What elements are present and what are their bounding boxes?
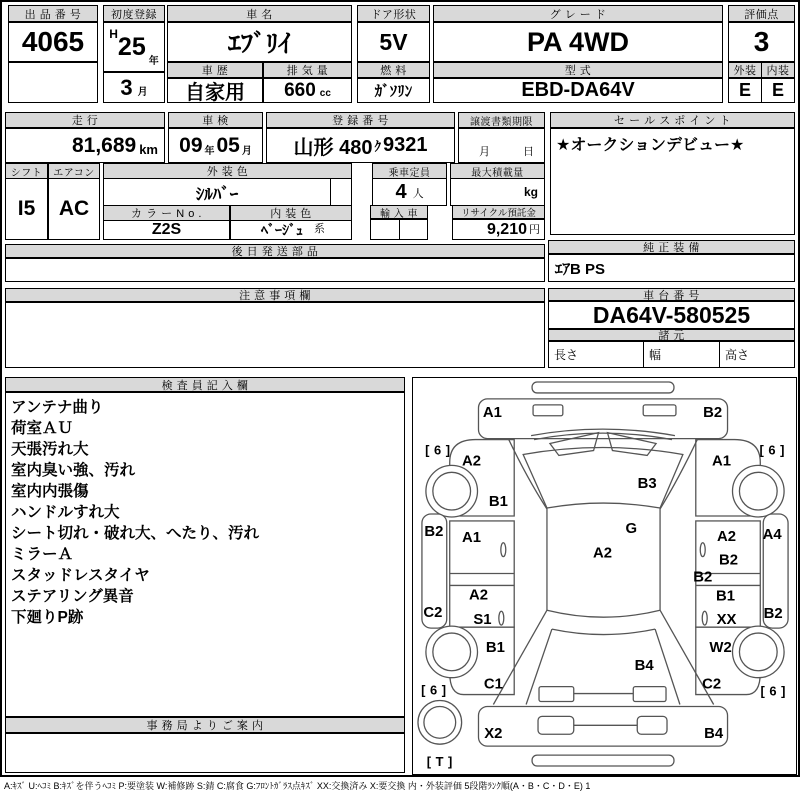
history-value: 自家用 [167, 78, 263, 103]
exterior-grade-value: E [728, 78, 762, 103]
equipment-value: ｴｱB PS [548, 254, 795, 282]
damage-mark: G [625, 520, 637, 537]
damage-mark: A2 [468, 586, 488, 603]
parts-box [5, 258, 545, 282]
note-line: ステアリング異音 [11, 588, 134, 605]
damage-mark: A4 [762, 526, 782, 543]
color-no-value: Z2S [103, 220, 230, 240]
parts-header: 後 日 発 送 部 品 [5, 244, 545, 258]
damage-mark: A1 [482, 404, 502, 421]
exterior-grade-header: 外装 [728, 62, 762, 78]
mileage-value [5, 128, 165, 163]
exterior-color-value: ｼﾙﾊﾞｰ [103, 178, 331, 206]
door-shape-header: ドア形状 [357, 5, 430, 22]
import-header: 輸 入 車 [370, 205, 428, 219]
damage-mark: B4 [703, 725, 723, 742]
recycle-header: リサイクル預託金 [452, 205, 545, 219]
inspection-value [168, 128, 263, 163]
mileage-header: 走 行 [5, 112, 165, 128]
damage-mark: X2 [483, 725, 502, 742]
interior-grade-value: E [761, 78, 795, 103]
color-no-header: カ ラ ー N o . [103, 205, 230, 221]
auction-no-empty-cell [8, 62, 98, 103]
interior-color-name: ﾍﾞｰｼﾞｭ [261, 222, 303, 238]
car-name-value: ｴﾌﾞﾘｲ [167, 22, 352, 62]
legend-line: A:ｷｽﾞ U:ﾍｺﾐ B:ｷｽﾞを伴うﾍｺﾐ P:要塗装 W:補修跡 S:錆 C:腐食 G:ﾌﾛﾝﾄｶﾞﾗｽ点ｷｽﾞ XX:交換済み X:要交換 内・外装評価 5段階ﾗﾝｸ順(A・B・C・D・E) 1 [4, 781, 591, 791]
first-reg-header: 初度登録 [103, 5, 165, 22]
reg-area: 山形 480 [293, 137, 373, 159]
damage-mark: B2 [763, 605, 783, 622]
reg-kana: ｸ [374, 139, 381, 154]
damage-mark: C2 [701, 676, 721, 693]
office-box [5, 733, 405, 773]
inspection-month-unit: 月 [241, 146, 252, 157]
notice-header: 注 意 事 項 欄 [5, 288, 545, 302]
damage-mark: [ 6 ] [424, 441, 451, 457]
aircon-header: エアコン [48, 163, 100, 179]
fuel-value: ｶﾞｿﾘﾝ [357, 78, 430, 103]
damage-mark: C2 [422, 604, 442, 621]
sales-point-text: ★オークションデビュー★ [556, 137, 745, 154]
recycle-value [452, 219, 545, 240]
damage-mark: [ 6 ] [759, 683, 786, 699]
transfer-deadline-header: 譲渡書類期限 [458, 112, 545, 128]
auction-no-header: 出 品 番 号 [8, 5, 98, 22]
transfer-day-label: 日 [523, 145, 534, 158]
note-line: ミラーＡ [11, 546, 74, 563]
grade-value: PA 4WD [433, 22, 723, 62]
note-line: 室内臭い強、汚れ [11, 462, 136, 479]
office-header: 事 務 局 よ り ご 案 内 [5, 717, 405, 733]
damage-mark: B1 [488, 493, 508, 510]
car-diagram [412, 377, 797, 775]
transfer-deadline-value [458, 128, 545, 163]
damage-mark: A2 [716, 528, 736, 545]
interior-color-suffix: 系 [314, 223, 325, 235]
era-letter: H [109, 27, 118, 41]
mileage-number: 81,689 [71, 133, 137, 157]
damage-mark: [ 6 ] [758, 441, 785, 457]
inspection-year-unit: 年 [204, 146, 215, 157]
aircon-value: AC [48, 178, 100, 240]
spec-length-cell: 長さ [548, 341, 644, 368]
damage-mark: B4 [634, 657, 654, 674]
damage-mark: S1 [472, 611, 492, 628]
damage-mark: C1 [483, 676, 503, 693]
car-diagram-svg [414, 379, 796, 774]
first-reg-month-cell [103, 72, 165, 103]
mileage-unit: km [139, 142, 158, 157]
damage-mark: B3 [637, 475, 657, 492]
month-unit: 月 [137, 87, 148, 98]
reg-number-value [266, 128, 455, 163]
spec-height-cell: 高さ [719, 341, 795, 368]
notice-box [5, 302, 545, 368]
note-line: 室内内張傷 [11, 483, 89, 500]
sales-point-header: セ ー ル ス ポ イ ン ト [550, 112, 795, 128]
displacement-value [263, 78, 352, 103]
reg-number-header: 登 録 番 号 [266, 112, 455, 128]
history-header: 車 歴 [167, 62, 263, 78]
first-reg-month: 3 [120, 74, 133, 100]
fuel-header: 燃 料 [357, 62, 430, 78]
model-code-header: 型 式 [433, 62, 723, 78]
interior-color-header: 内 装 色 [230, 205, 352, 221]
recycle-amount: 9,210 [486, 220, 527, 238]
displacement-header: 排 気 量 [263, 62, 352, 78]
first-reg-year: 25 [117, 32, 146, 61]
note-line: ハンドルすれ大 [11, 504, 120, 521]
inspector-notes [5, 392, 405, 717]
score-header: 評価点 [728, 5, 795, 22]
capacity-unit: 人 [412, 188, 424, 200]
note-line: アンテナ曲り [11, 399, 104, 416]
exterior-color-header: 外 装 色 [103, 163, 352, 179]
note-line: スタッドレスタイヤ [11, 567, 150, 584]
chassis-header: 車 台 番 号 [548, 288, 795, 301]
payload-header: 最大積載量 [450, 163, 545, 179]
damage-mark: A2 [461, 452, 481, 469]
transfer-month-label: 月 [479, 145, 490, 158]
capacity-value [372, 178, 447, 206]
shift-value: I5 [5, 178, 48, 240]
note-line: 荷室ＡＵ [11, 420, 74, 437]
sales-point-box [550, 128, 795, 235]
damage-mark: [ T ] [426, 753, 453, 769]
reg-number: 9321 [382, 134, 428, 156]
damage-mark: B2 [423, 523, 443, 540]
damage-mark: A1 [461, 529, 481, 546]
damage-mark: XX [716, 611, 736, 628]
capacity-header: 乗車定員 [372, 163, 447, 179]
import-cell-2 [399, 219, 428, 240]
door-shape-value: 5V [357, 22, 430, 62]
damage-mark: A2 [592, 545, 612, 562]
damage-mark: [ 6 ] [420, 682, 447, 698]
inspector-header: 検 査 員 記 入 欄 [5, 377, 405, 392]
damage-mark: A1 [711, 452, 731, 469]
year-unit: 年 [148, 56, 159, 67]
note-line: シート切れ・破れ大、へたり、汚れ [11, 525, 260, 542]
inspection-month: 05 [216, 133, 240, 157]
grade-header: グ レ ー ド [433, 5, 723, 22]
inspection-header: 車 検 [168, 112, 263, 128]
payload-unit: kg [523, 185, 538, 199]
score-value: 3 [728, 22, 795, 62]
shift-header: シフト [5, 163, 48, 179]
capacity-number: 4 [395, 180, 407, 203]
damage-mark: B2 [718, 552, 738, 569]
displacement-number: 660 [284, 79, 316, 101]
interior-grade-header: 内装 [761, 62, 795, 78]
spec-width-cell: 幅 [643, 341, 720, 368]
interior-color-value [230, 220, 352, 240]
payload-value [450, 178, 545, 206]
displacement-unit: cc [319, 88, 331, 99]
model-code-value: EBD-DA64V [433, 78, 723, 103]
note-line: 下廻りP跡 [11, 609, 84, 626]
recycle-unit: 円 [529, 224, 540, 236]
first-reg-year-cell [103, 22, 165, 72]
damage-mark: B1 [485, 639, 505, 656]
note-line: 天張汚れ大 [11, 441, 89, 458]
equipment-header: 純 正 装 備 [548, 240, 795, 254]
car-name-header: 車 名 [167, 5, 352, 22]
inspection-year: 09 [179, 133, 203, 157]
damage-mark: B1 [715, 587, 735, 604]
import-cell-1 [370, 219, 400, 240]
spec-header: 諸 元 [548, 329, 795, 341]
damage-mark: B2 [702, 404, 722, 421]
exterior-color-extra-cell [330, 178, 352, 206]
damage-mark: W2 [708, 639, 732, 656]
damage-mark: B2 [692, 568, 712, 585]
auction-no-value: 4065 [8, 22, 98, 62]
chassis-value: DA64V-580525 [548, 301, 795, 329]
